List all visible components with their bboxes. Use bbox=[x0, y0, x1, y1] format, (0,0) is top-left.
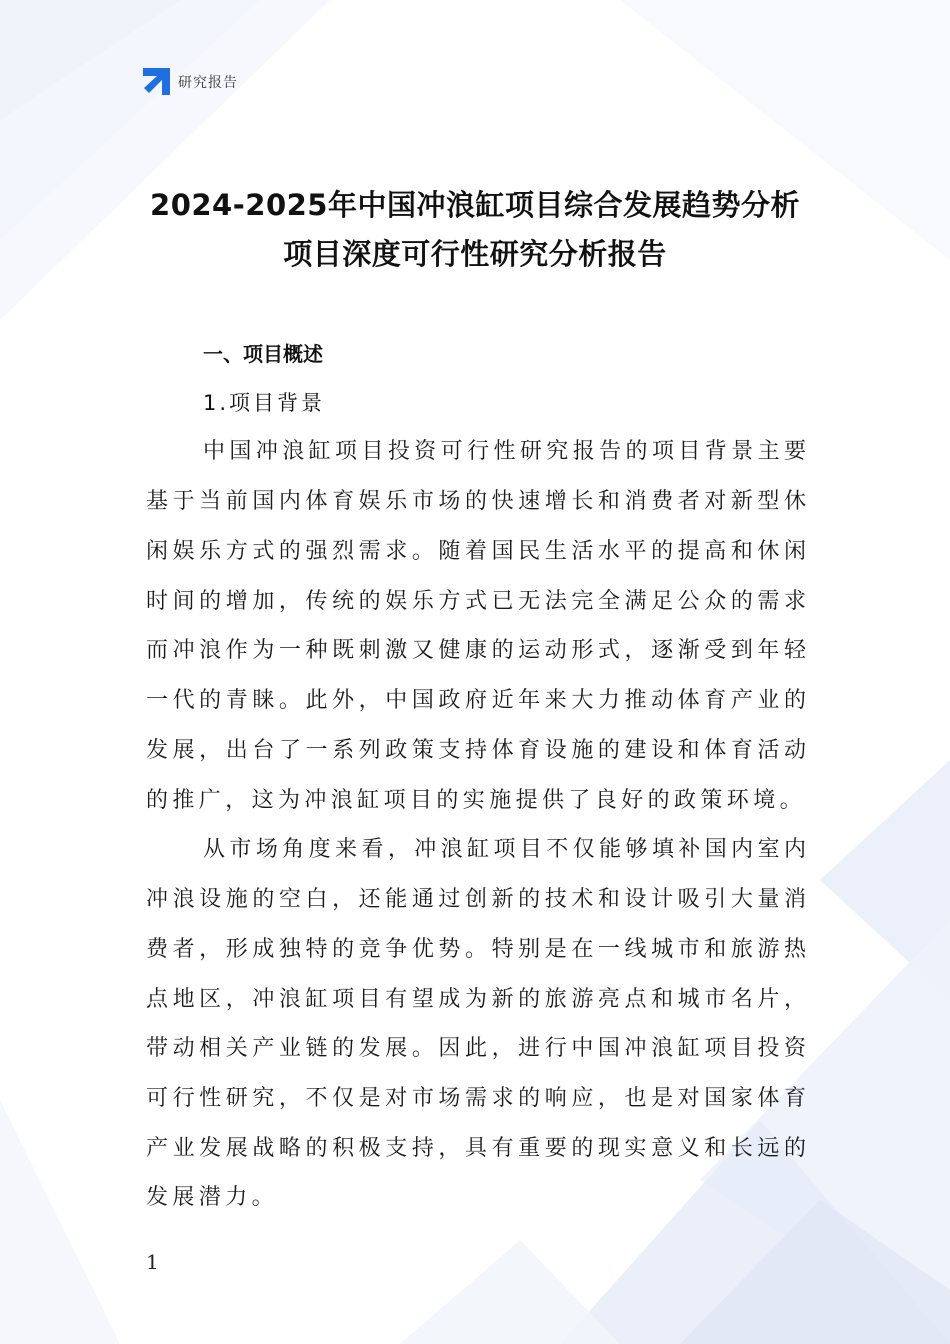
paragraph-2-line-2: 冲浪设施的空白，还能通过创新的技术和设计吸引大量消 bbox=[146, 887, 806, 912]
arrow-up-right-icon bbox=[143, 68, 170, 95]
report-header bbox=[143, 68, 238, 95]
paragraph-1-line-4: 时间的增加，传统的娱乐方式已无法完全满足公众的需求 bbox=[146, 589, 806, 614]
paragraph-2-line-3: 费者，形成独特的竞争优势。特别是在一线城市和旅游热 bbox=[146, 937, 806, 962]
paragraph-1-line-6: 一代的青睐。此外，中国政府近年来大力推动体育产业的 bbox=[146, 688, 806, 713]
paragraph-2-line-7: 产业发展战略的积极支持，具有重要的现实意义和长远的 bbox=[146, 1136, 806, 1161]
paragraph-1-line-8: 的推广，这为冲浪缸项目的实施提供了良好的政策环境。 bbox=[146, 788, 807, 813]
subsection-heading: 1.项目背景 bbox=[203, 391, 326, 415]
document-title-line-1: 2024-2025年中国冲浪缸项目综合发展趋势分析 bbox=[150, 188, 800, 222]
paragraph-2-line-4: 点地区，冲浪缸项目有望成为新的旅游亮点和城市名片， bbox=[146, 987, 806, 1012]
paragraph-1-line-3: 闲娱乐方式的强烈需求。随着国民生活水平的提高和休闲 bbox=[146, 539, 806, 564]
paragraph-1-line-7: 发展，出台了一系列政策支持体育设施的建设和体育活动 bbox=[146, 738, 806, 763]
page-number: 1 bbox=[146, 1250, 159, 1274]
section-heading: 一、项目概述 bbox=[203, 342, 323, 366]
paragraph-2-line-8: 发展潜力。 bbox=[146, 1185, 279, 1210]
paragraph-1-line-5: 而冲浪作为一种既刺激又健康的运动形式，逐渐受到年轻 bbox=[146, 638, 806, 663]
paragraph-2-line-6: 可行性研究，不仅是对市场需求的响应，也是对国家体育 bbox=[146, 1086, 806, 1111]
document-title-line-2: 项目深度可行性研究分析报告 bbox=[283, 237, 667, 271]
paragraph-1-line-1: 中国冲浪缸项目投资可行性研究报告的项目背景主要 bbox=[203, 439, 806, 464]
paragraph-2-line-5: 带动相关产业链的发展。因此，进行中国冲浪缸项目投资 bbox=[146, 1036, 806, 1061]
header-label: 研究报告 bbox=[178, 74, 238, 91]
paragraph-2-line-1: 从市场角度来看，冲浪缸项目不仅能够填补国内室内 bbox=[203, 837, 806, 862]
paragraph-1-line-2: 基于当前国内体育娱乐市场的快速增长和消费者对新型休 bbox=[146, 489, 806, 514]
